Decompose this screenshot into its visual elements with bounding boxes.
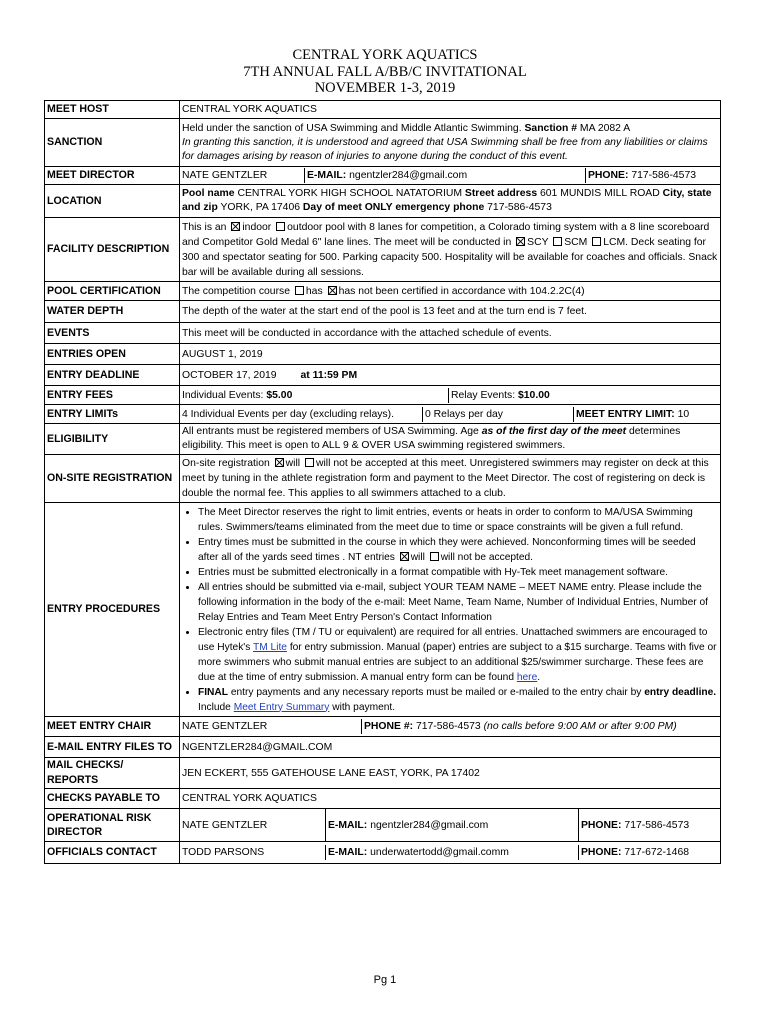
relay-fee: $10.00 [518, 389, 550, 401]
meet-director-phone: 717-586-4573 [631, 170, 697, 181]
label-op-risk: OPERATIONAL RISK DIRECTOR [45, 809, 180, 842]
value-onsite [180, 455, 721, 503]
value-entries-open: AUGUST 1, 2019 [180, 344, 721, 365]
deadline-time: at 11:59 PM [300, 369, 358, 381]
procedure-text: Include [198, 701, 231, 713]
title-line-1: CENTRAL YORK AQUATICS [292, 47, 478, 63]
procedure-item: • The Meet Director reserves the right to limit entries, events or heats in order to conform to MA/USA Swimming rules. Swimmers/teams eliminated from the meet due to time or space constraints will be given a full refund. [198, 505, 718, 535]
procedure-item [198, 535, 718, 565]
row-meet-director [45, 167, 721, 185]
label-entry-limits: ENTRY LIMITs [45, 405, 180, 424]
meet-director-email-label: E-MAIL: [307, 170, 347, 181]
meet-entry-summary-link[interactable]: Meet Entry Summary [233, 701, 330, 713]
onsite-will-label: will [285, 458, 301, 469]
procedure-text: Entry times must be submitted in the course in which they were achieved. Nonconforming times will be seeded after all of the yards seed times . NT entries [198, 536, 696, 563]
officials-phone-label: PHONE: [581, 847, 622, 858]
value-checks-payable: CENTRAL YORK AQUATICS [180, 789, 721, 809]
street: 601 MUNDIS MILL ROAD [540, 187, 660, 199]
lcm-checkbox [592, 237, 601, 246]
tm-lite-link[interactable]: TM Lite [253, 641, 287, 653]
individual-fee-label: Individual Events: [182, 389, 264, 401]
procedure-item: • Entries must be submitted electronically in a format compatible with Hy-Tek meet management software. [198, 565, 718, 580]
op-risk-phone-label: PHONE: [581, 819, 622, 831]
procedure-item [198, 685, 718, 715]
row-op-risk [45, 809, 721, 842]
label-facility: FACILITY DESCRIPTION [45, 218, 180, 282]
procedures-list [182, 505, 718, 715]
value-entry-procedures [180, 503, 721, 717]
meet-entry-limit: 10 [677, 408, 690, 420]
procedure-item: • All entries should be submitted via e-mail, subject YOUR TEAM NAME – MEET NAME entry. Please include the following information in the body of the e-mail: Meet Name, Team Name, Number of Individual Entries, Number of Relay Entries and Team Meet Entry Person's Contact Information [198, 580, 718, 625]
value-events: This meet will be conducted in accordance with the attached schedule of events. [180, 323, 721, 344]
facility-text-6: LCM. Deck seating for 300 and spectator seating for 500. Parking capacity 500. Hospitality will be available for coaches and officials. Snack bar will be available during all sessions. [182, 236, 718, 278]
row-entry-deadline [45, 365, 721, 386]
onsite-text-1: On-site registration [182, 458, 270, 469]
row-meet-host [45, 101, 721, 119]
deadline-date: OCTOBER 17, 2019 [182, 369, 277, 381]
value-meet-host: CENTRAL YORK AQUATICS [180, 101, 721, 119]
entry-chair-phone: 717-586-4573 [415, 721, 481, 732]
label-meet-director: MEET DIRECTOR [45, 167, 180, 185]
label-entries-open: ENTRIES OPEN [45, 344, 180, 365]
value-entry-deadline [180, 365, 721, 386]
relay-limit: 0 Relays per day [423, 407, 574, 422]
has-not-checkbox-checked [328, 286, 337, 295]
row-mail-checks [45, 758, 721, 789]
row-entry-limits [45, 405, 721, 424]
officials-name: TODD PARSONS [180, 845, 326, 860]
eligibility-text-1: All entrants must be registered members of USA Swimming. Age [182, 426, 479, 437]
page-number: Pg 1 [373, 974, 397, 986]
has-checkbox [295, 286, 304, 295]
row-entries-open [45, 344, 721, 365]
op-risk-email: ngentzler284@gmail.com [370, 819, 489, 831]
procedure-text: Electronic entry files (TM / TU or equivalent) are required for all entries. Unattached swimmers are encouraged to use Hytek's [198, 626, 708, 653]
label-location: LOCATION [45, 185, 180, 218]
eligibility-text-3: determines eligibility. This meet is open to ALL 9 & OVER USA swimming registered swimmers. [182, 426, 681, 451]
row-eligibility [45, 424, 721, 455]
relay-fee-label: Relay Events: [451, 389, 516, 401]
scm-checkbox [553, 237, 562, 246]
meet-entry-limit-label: MEET ENTRY LIMIT: [576, 408, 675, 420]
has-label: has [305, 285, 323, 297]
value-mail-checks: JEN ECKERT, 555 GATEHOUSE LANE EAST, YORK, PA 17402 [180, 758, 721, 789]
value-sanction [180, 119, 721, 167]
entry-chair-name: NATE GENTZLER [180, 719, 362, 734]
emergency-phone: 717-586-4573 [487, 202, 552, 213]
row-entry-chair [45, 717, 721, 737]
meet-director-email: ngentzler284@gmail.com [349, 170, 468, 181]
label-pool-cert: POOL CERTIFICATION [45, 282, 180, 301]
facility-text-1: This is an [182, 221, 227, 233]
city: YORK, PA 17406 [220, 202, 301, 213]
entry-chair-phone-label: PHONE #: [364, 721, 414, 732]
onsite-will-checkbox-checked [275, 458, 284, 467]
scm-label: SCM [564, 236, 588, 248]
label-entry-deadline: ENTRY DEADLINE [45, 365, 180, 386]
row-sanction [45, 119, 721, 167]
label-entry-fees: ENTRY FEES [45, 386, 180, 405]
sanction-text: Held under the sanction of USA Swimming and Middle Atlantic Swimming. [182, 122, 522, 134]
onsite-will-not-checkbox [305, 458, 314, 467]
nt-will-label: will [410, 551, 425, 563]
scy-checkbox-checked [516, 237, 525, 246]
indoor-label: indoor [242, 221, 272, 233]
value-water-depth: The depth of the water at the start end of the pool is 13 feet and at the turn end is 7 feet. [180, 301, 721, 323]
value-location [180, 185, 721, 218]
outdoor-checkbox [276, 222, 285, 231]
sanction-number-label: Sanction # [524, 122, 578, 134]
entry-deadline-emphasis: entry deadline. [644, 686, 717, 698]
procedure-text: for entry submission. Manual (paper) entries are subject to a $15 surcharge. Teams with five or more swimmers who submit manual entries are subject to an additional $25/swimmer surcharge. These fees are due at the time of entry submission. A manual entry form can be found [198, 641, 717, 683]
row-checks-payable [45, 789, 721, 809]
row-facility [45, 218, 721, 282]
sanction-number: MA 2082 A [579, 122, 631, 134]
procedure-item: • Electronic entry files (TM / TU or equivalent) are required for all entries. Unattached swimmers are encouraged to use Hytek's TM Lite for entry submission. Manual (paper) entries are subject to a $15 surcharge. Teams with five or more swimmers who submit manual entries are subject to an additional $25/swimmer surcharge. These fees are due at the time of entry submission. A manual entry form can be found here. [198, 625, 718, 685]
nt-will-not-checkbox [430, 552, 439, 561]
label-sanction: SANCTION [45, 119, 180, 167]
eligibility-age-rule: as of the first day of the meet [481, 426, 627, 437]
title-line-3: NOVEMBER 1-3, 2019 [314, 80, 456, 96]
has-not-label: has not been certified in accordance with 104.2.2C(4) [338, 285, 585, 297]
label-water-depth: WATER DEPTH [45, 301, 180, 323]
label-email-entry: E-MAIL ENTRY FILES TO [45, 737, 180, 758]
label-eligibility: ELIGIBILITY [45, 424, 180, 455]
row-officials [45, 842, 721, 864]
meet-director-phone-label: PHONE: [588, 170, 629, 181]
meet-info-table [44, 100, 721, 864]
label-entry-chair: MEET ENTRY CHAIR [45, 717, 180, 737]
pool-cert-text: The competition course [182, 285, 291, 297]
value-pool-cert [180, 282, 721, 301]
procedure-text: entry payments and any necessary reports must be mailed or e-mailed to the entry chair by [230, 686, 642, 698]
officials-phone: 717-672-1468 [624, 847, 690, 858]
label-mail-checks: MAIL CHECKS/ REPORTS [45, 758, 180, 789]
individual-limit: 4 Individual Events per day (excluding relays). [180, 407, 423, 422]
entry-chair-note: (no calls before 9:00 AM or after 9:00 PM) [483, 721, 677, 732]
row-onsite [45, 455, 721, 503]
row-events [45, 323, 721, 344]
row-water-depth [45, 301, 721, 323]
row-pool-cert [45, 282, 721, 301]
value-email-entry: NGENTZLER284@GMAIL.COM [180, 737, 721, 758]
nt-will-checkbox-checked [400, 552, 409, 561]
row-location [45, 185, 721, 218]
manual-entry-form-link[interactable]: here [516, 671, 538, 683]
label-officials: OFFICIALS CONTACT [45, 842, 180, 864]
label-entry-procedures: ENTRY PROCEDURES [45, 503, 180, 717]
emergency-label: Day of meet ONLY emergency phone [302, 202, 485, 213]
row-email-entry [45, 737, 721, 758]
op-risk-email-label: E-MAIL: [328, 819, 368, 831]
title-line-2: 7TH ANNUAL FALL A/BB/C INVITATIONAL [243, 63, 527, 80]
value-facility [180, 218, 721, 282]
officials-email-label: E-MAIL: [328, 847, 368, 858]
op-risk-name: NATE GENTZLER [180, 809, 326, 841]
city-label: City, state and zip [182, 187, 712, 213]
meet-director-name: NATE GENTZLER [180, 168, 305, 183]
sanction-waiver: In granting this sanction, it is understood and agreed that USA Swimming shall be free from any liabilities or claims for damages arising by reason of injuries to anyone during the conduct of this event. [182, 136, 708, 162]
op-risk-phone: 717-586-4573 [624, 819, 690, 831]
label-meet-host: MEET HOST [45, 101, 180, 119]
label-onsite: ON-SITE REGISTRATION [45, 455, 180, 503]
document-title [0, 47, 770, 97]
onsite-text-3: will not be accepted at this meet. Unregistered swimmers may register on deck at this meet by tuning in the athlete registration form and payment to the Meet Director. The cost of registering on deck is double the normal fee. This applies to all swimmers attached to a club. [182, 458, 709, 499]
facility-text-3: outdoor pool with 8 lanes for competition, a Colorado timing system with a 8 line scoreboard and Competitor Gold Medal 6" lane lines. The meet will be conducted in [182, 221, 710, 248]
label-checks-payable: CHECKS PAYABLE TO [45, 789, 180, 809]
row-entry-fees [45, 386, 721, 405]
procedure-text: with payment. [332, 701, 396, 713]
indoor-checkbox-checked [231, 222, 240, 231]
nt-will-not-label: will not be accepted. [440, 551, 534, 563]
value-eligibility [180, 424, 721, 455]
pool-name: CENTRAL YORK HIGH SCHOOL NATATORIUM [237, 187, 463, 199]
label-events: EVENTS [45, 323, 180, 344]
pool-name-label: Pool name [182, 187, 235, 199]
individual-fee: $5.00 [266, 389, 293, 401]
row-entry-procedures [45, 503, 721, 717]
street-label: Street address [464, 187, 538, 199]
final-label: FINAL [198, 686, 228, 698]
scy-label: SCY [527, 236, 549, 248]
officials-email: underwatertodd@gmail.comm [370, 847, 509, 858]
